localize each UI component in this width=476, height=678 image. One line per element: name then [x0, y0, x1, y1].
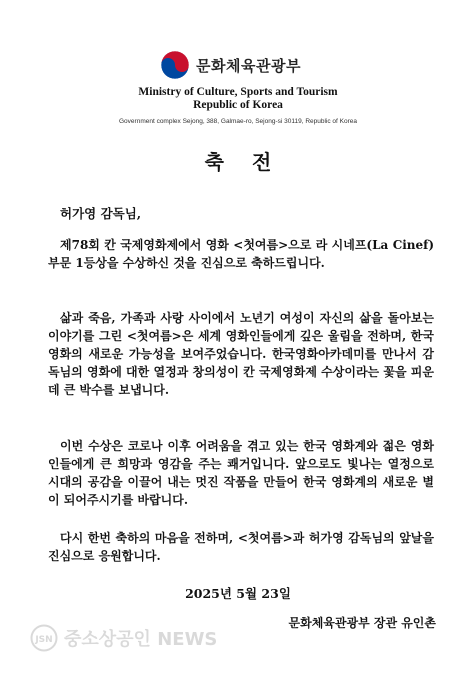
paragraph-1: 제78회 칸 국제영화제에서 영화 <첫여름>으로 라 시네프(La Cinef) 부문 1등상을 수상하신 것을 진심으로 축하드립니다.: [48, 238, 434, 270]
signature: 문화체육관광부 장관 유인촌: [288, 616, 436, 630]
document-title: 축전: [204, 150, 300, 174]
ministry-korean-name: 문화체육관광부: [196, 56, 301, 75]
paragraph-3: 이번 수상은 코로나 이후 어려움을 겪고 있는 한국 영화계와 젊은 영화인들에게 큰 희망과 영감을 주는 쾌거입니다. 앞으로도 빛나는 열정으로 시대의 공감을 이끌어 내는 멋진 작품을 만들어 한국 영화계의 새로운 별이 되어주시기를 바랍니다.: [48, 439, 434, 507]
paragraph-2: 삶과 죽음, 가족과 사랑 사이에서 노년기 여성이 자신의 삶을 돌아보는 이야기를 그린 <첫여름>은 세계 영화인들에게 깊은 울림을 전하며, 한국 영화의 새로운 가능성을 보여주었습니다. 한국영화아카데미를 만나서 감독님의 영화에 대한 열정과 창의성이 칸 국제영화제 수상이라는 꽃을 피운 데 큰 박수를 보냅니다.: [48, 311, 434, 397]
letterhead: [0, 46, 476, 136]
ministry-address: Government complex Sejong, 388, Galmae-ro, Sejong-si 30119, Republic of Korea: [119, 118, 357, 125]
news-logo-text: JSN: [35, 635, 53, 645]
taeguk-emblem-icon: [160, 50, 190, 80]
ministry-english-name: [0, 86, 476, 112]
ministry-english-line1: Ministry of Culture, Sports and Tourism: [138, 86, 338, 98]
news-watermark: [30, 624, 217, 652]
ministry-logo: [160, 50, 301, 80]
news-watermark-text: 중소상공인 NEWS: [64, 629, 218, 650]
news-logo-icon: [30, 624, 58, 652]
salutation: 허가영 감독님,: [60, 206, 142, 221]
document-date: 2025년 5월 23일: [185, 586, 291, 601]
ministry-english-line2: Republic of Korea: [193, 99, 283, 111]
paragraph-4: 다시 한번 축하의 마음을 전하며, <첫여름>과 허가영 감독님의 앞날을 진심으로 응원합니다.: [48, 531, 434, 563]
